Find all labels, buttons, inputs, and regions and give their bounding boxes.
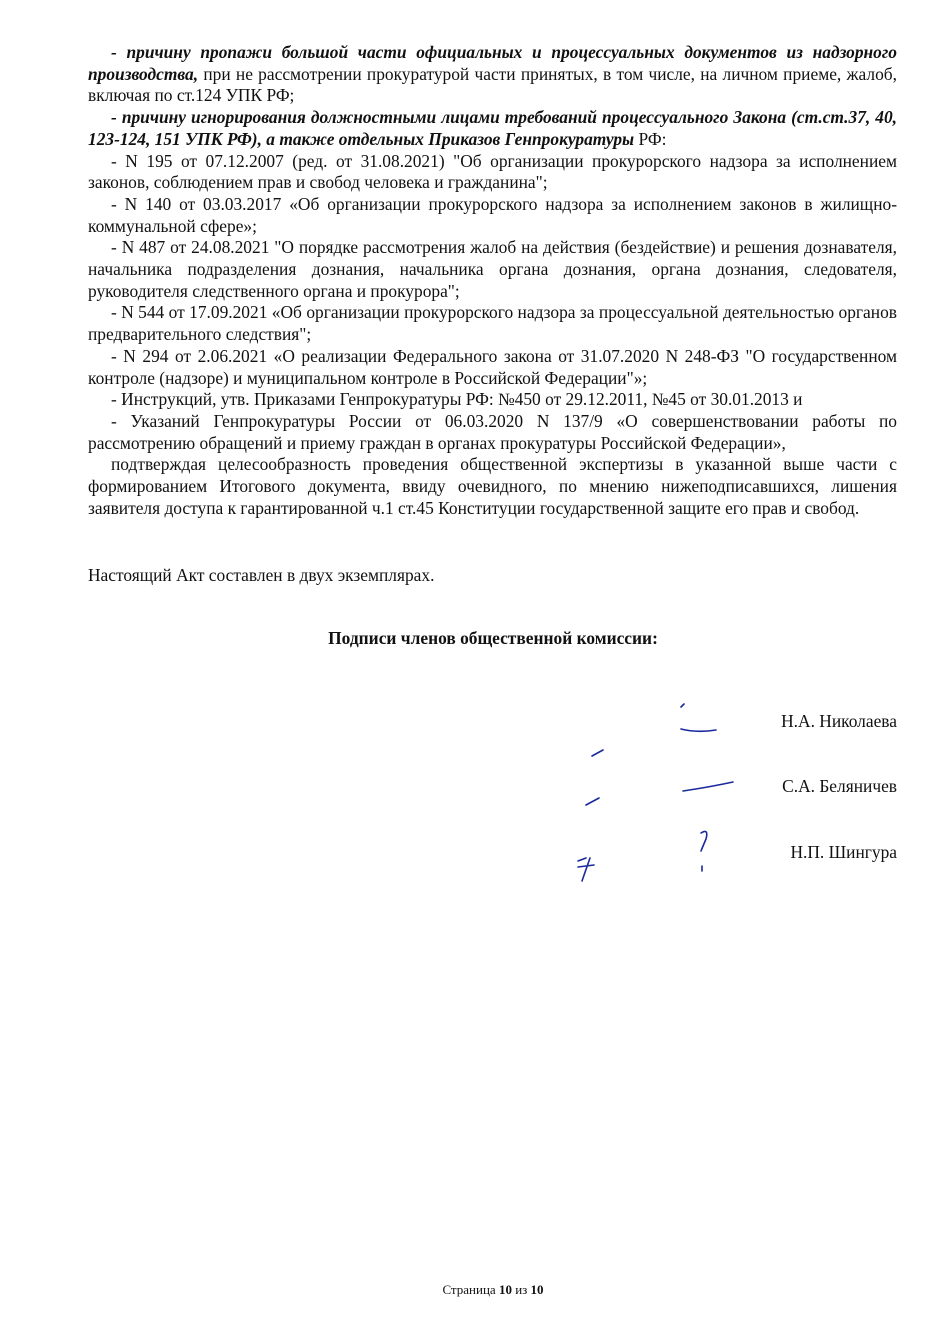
paragraph-3: - N 195 от 07.12.2007 (ред. от 31.08.2021) "Об организации прокурорского надзора за исполнением законов, соблюдением прав и свобод человека и гражданина"; [88,150,897,193]
paragraph-9: - Указаний Генпрокуратуры России от 06.03.2020 N 137/9 «О совершенствовании работы по рассмотрению обращений и приему граждан в органах прокуратуры Российской Федерации», [88,410,897,453]
footer-prefix: Страница [442,1282,499,1297]
paragraph-8: - Инструкций, утв. Приказами Генпрокуратуры РФ: №450 от 29.12.2011, №45 от 30.01.2013 и [111,389,803,410]
closing-statement: Настоящий Акт составлен в двух экземплярах. [88,565,435,585]
page-number: 10 [498,1282,512,1297]
paragraph-text: при не рассмотрении прокуратурой части принятых, в том числе, на личном приеме, жалоб, включая по ст.124 УПК РФ; [88,63,897,106]
paragraph-4: - N 140 от 03.03.2017 «Об организации прокурорского надзора за исполнением законов в жилищно-коммунальной сфере»; [88,193,897,236]
emphasis-text: - причину пропажи большой части официальных и процессуальных документов из надзорного производства, [88,42,897,84]
page-total: 10 [530,1282,544,1297]
signatory-name-2: С.А. Беляничев [782,776,897,796]
signatory-name-3: Н.П. Шингура [790,842,897,862]
paragraph-7: - N 294 от 2.06.2021 «О реализации Федерального закона от 31.07.2020 N 248-ФЗ "О государственном контроле (надзоре) и муниципальном контроле в Российской Федерации"»; [88,345,897,388]
signatures-heading: Подписи членов общественной комиссии: [328,628,658,648]
paragraph-10: подтверждая целесообразность проведения общественной экспертизы в указанной выше части с формированием Итогового документа, ввиду очевидного, по мнению нижеподписавшихся, лишения заявителя доступа к гарантированной ч.1 ст.45 Конституции государственной защите его прав и свобод. [88,454,897,518]
page-footer [0,1282,930,1298]
paragraph-text: РФ: [634,128,667,149]
paragraph-5: - N 487 от 24.08.2021 "О порядке рассмотрения жалоб на действия (бездействие) и решения дознавателя, начальника подразделения дознания, начальника органа дознания, органа дознания, следователя, руководителя следственного органа и прокурора"; [88,237,897,301]
paragraph-6: - N 544 от 17.09.2021 «Об организации прокурорского надзора за процессуальной деятельностью органов предварительного следствия"; [88,302,897,345]
footer-middle: из [511,1282,531,1297]
signatory-name-1: Н.А. Николаева [781,711,897,731]
emphasis-text: - причину игнорирования должностными лицами требований процессуального Закона (ст.ст.37, 40, 123-124, 151 УПК РФ), а также отдельных Приказов Генпрокуратуры [88,107,897,149]
